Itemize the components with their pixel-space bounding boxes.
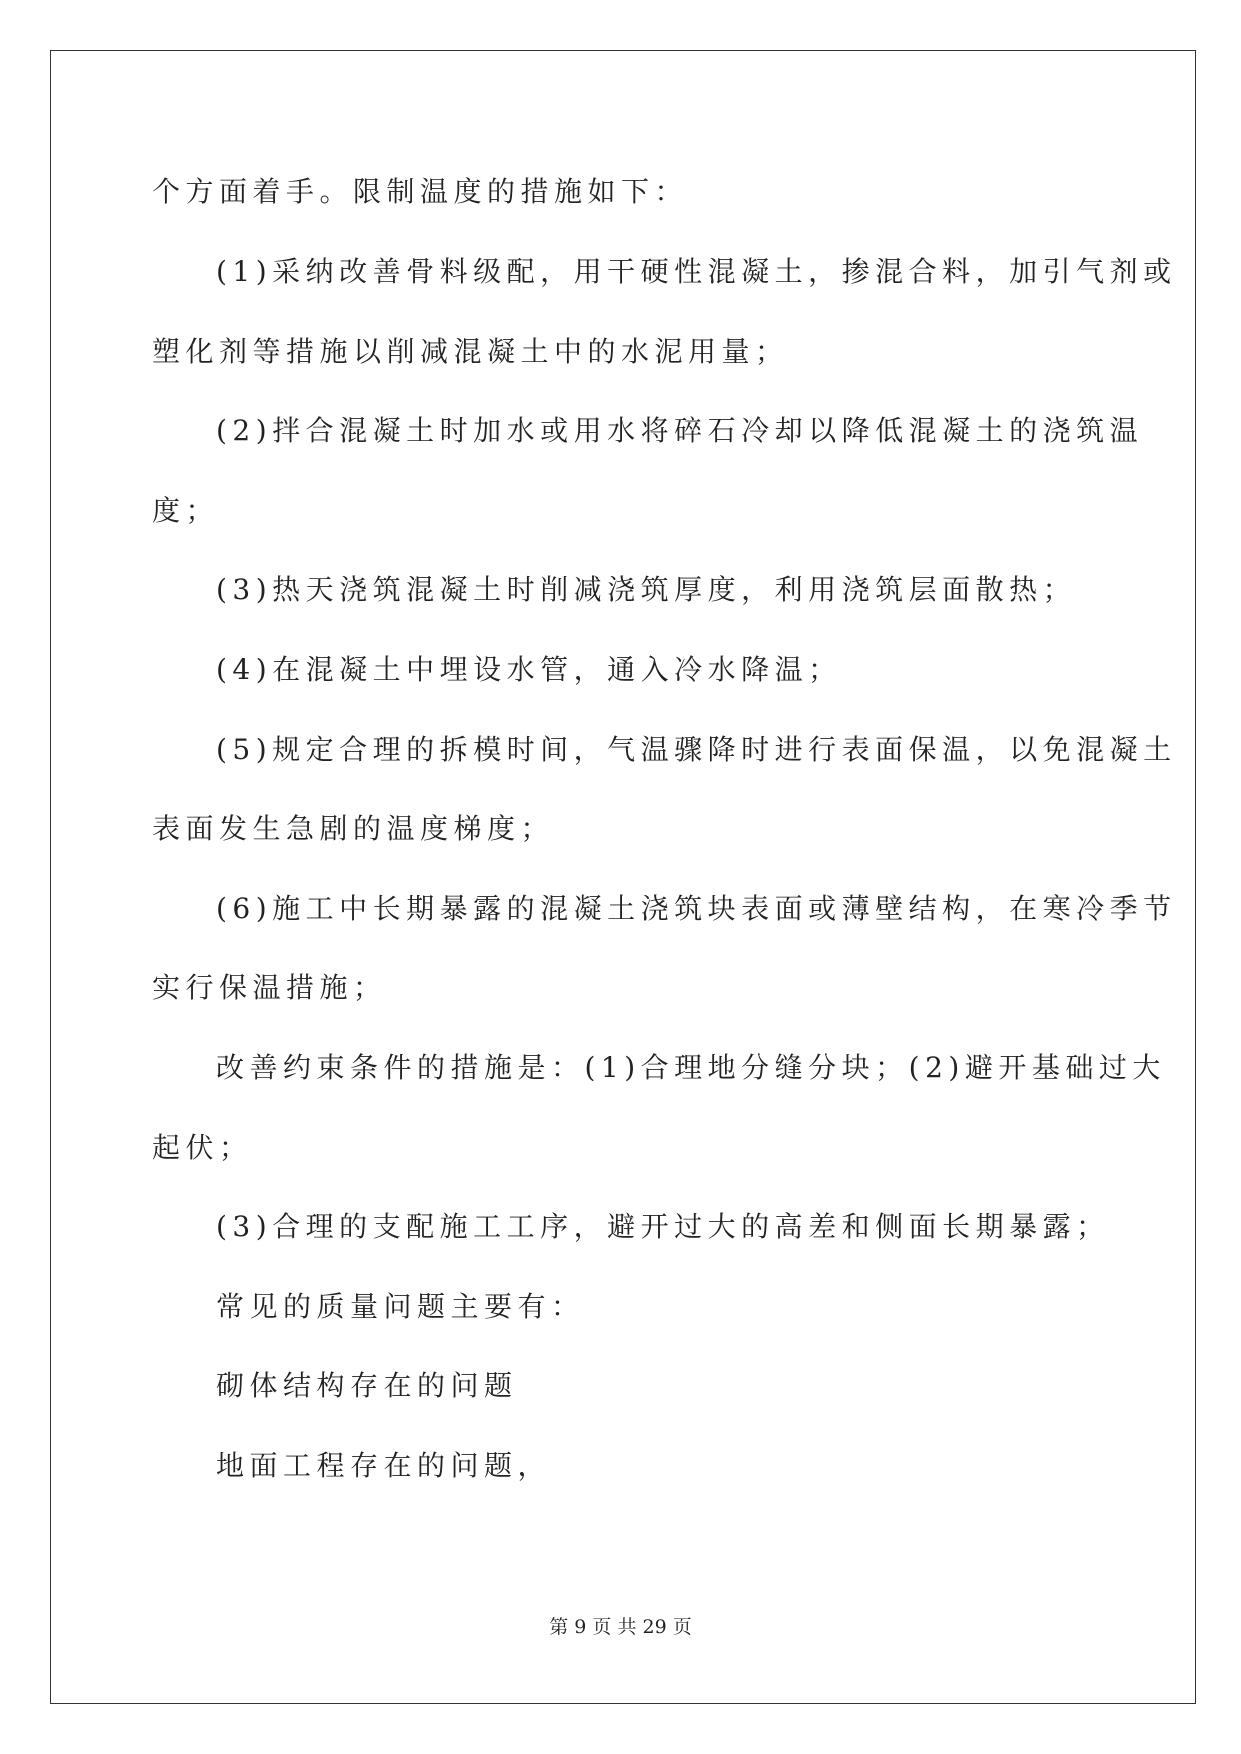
page-footer: 第 9 页 共 29 页 <box>549 1616 692 1638</box>
paragraph-line: (3)合理的支配施工工序，避开过大的高差和侧面长期暴露； <box>216 1210 1110 1243</box>
paragraph-line: 实行保温措施； <box>152 971 387 1004</box>
paragraph-line: 个方面着手。限制温度的措施如下： <box>152 175 689 208</box>
paragraph-line: 起伏； <box>152 1131 253 1164</box>
paragraph-line: (6)施工中长期暴露的混凝土浇筑块表面或薄壁结构，在寒冷季节 <box>216 892 1177 925</box>
paragraph-line: 地面工程存在的问题， <box>216 1449 552 1482</box>
paragraph-line: 度； <box>152 494 220 527</box>
paragraph-line: (2)拌合混凝土时加水或用水将碎石冷却以降低混凝土的浇筑温 <box>216 414 1144 447</box>
paragraph-line: (3)热天浇筑混凝土时削减浇筑厚度，利用浇筑层面散热； <box>216 573 1077 606</box>
paragraph-line: 塑化剂等措施以削减混凝土中的水泥用量； <box>152 335 789 368</box>
paragraph-line: (5)规定合理的拆模时间，气温骤降时进行表面保温，以免混凝土 <box>216 733 1177 766</box>
paragraph-line: 砌体结构存在的问题 <box>216 1369 518 1402</box>
paragraph-line: 改善约束条件的措施是：(1)合理地分缝分块；(2)避开基础过大 <box>216 1051 1166 1084</box>
paragraph-line: (4)在混凝土中埋设水管，通入冷水降温； <box>216 653 842 686</box>
paragraph-line: 表面发生急剧的温度梯度； <box>152 812 555 845</box>
paragraph-line: (1)采纳改善骨料级配，用干硬性混凝土，掺混合料，加引气剂或 <box>216 255 1177 288</box>
paragraph-line: 常见的质量问题主要有： <box>216 1290 585 1323</box>
